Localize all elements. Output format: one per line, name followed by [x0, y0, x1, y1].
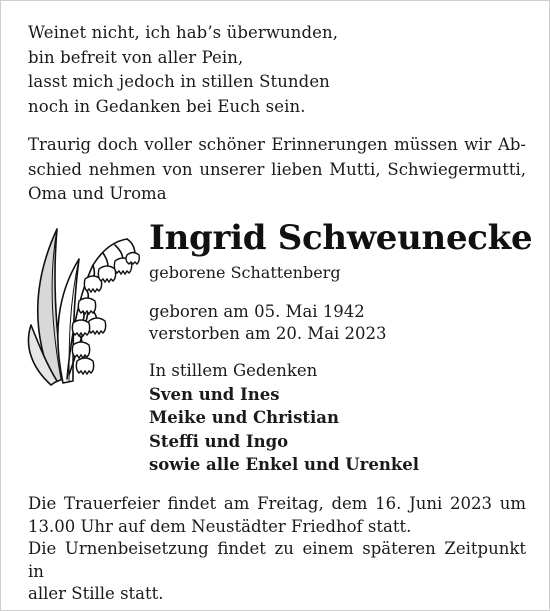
deceased-name: Ingrid Schweunecke [149, 218, 533, 258]
funeral-line: 13.00 Uhr auf dem Neustädter Friedhof statt. [28, 516, 412, 536]
life-dates [149, 301, 387, 345]
mourner-name: Meike und Christian [149, 408, 339, 427]
poem-line: Weinet nicht, ich hab’s überwunden, [28, 23, 339, 42]
funeral-line: Die Urnenbeisetzung findet zu einem späteren Zeitpunkt in [28, 539, 526, 581]
mourners-heading: In stillem Gedenken [149, 361, 318, 380]
intro-line: Traurig doch voller schöner Erinnerungen müssen wir Ab- [28, 135, 526, 154]
lily-of-the-valley-icon [23, 215, 141, 387]
birth-date: geboren am 05. Mai 1942 [149, 302, 365, 321]
intro-line: schied nehmen von unserer lieben Mutti, Schwiegermutti, [28, 159, 526, 179]
intro-text [28, 133, 526, 207]
poem-line: bin befreit von aller Pein, [28, 47, 244, 67]
poem-line: lasst mich jedoch in stillen Stunden [28, 72, 330, 91]
poem [28, 21, 338, 119]
poem-line: noch in Gedanken bei Euch sein. [28, 96, 306, 116]
mourner-name: sowie alle Enkel und Urenkel [149, 455, 420, 474]
intro-line: Oma und Uroma [28, 184, 167, 203]
mourner-name: Sven und Ines [149, 384, 280, 404]
mourners [149, 359, 419, 477]
funeral-info [28, 493, 526, 606]
maiden-name: geborene Schattenberg [149, 263, 341, 282]
death-date: verstorben am 20. Mai 2023 [149, 324, 387, 343]
mourner-name: Steffi und Ingo [149, 431, 289, 451]
funeral-line: Die Trauerfeier findet am Freitag, dem 16. Juni 2023 um [28, 494, 526, 513]
funeral-line: aller Stille statt. [28, 584, 164, 603]
